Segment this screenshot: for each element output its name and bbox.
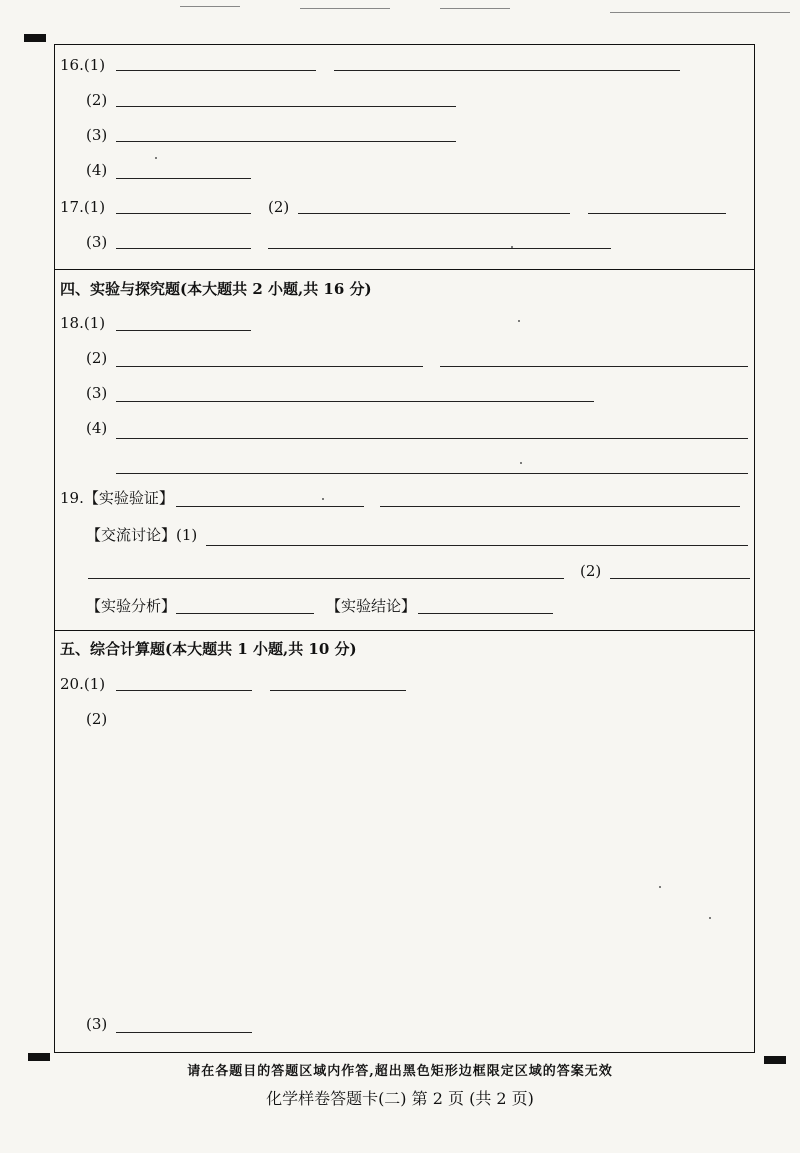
scan-artifact	[610, 12, 790, 13]
q19-conclusion-label: 【实验结论】	[326, 597, 417, 615]
q18-part2-label: (2)	[86, 349, 108, 367]
q19-verify-label: 19.【实验验证】	[60, 489, 174, 507]
q16-part3-label: (3)	[86, 126, 108, 144]
answer-line[interactable]	[116, 690, 252, 691]
q17-part3-label: (3)	[86, 233, 108, 251]
scan-speck	[322, 498, 324, 500]
q19-analysis-label: 【实验分析】	[86, 597, 177, 615]
q18-part4-label: (4)	[86, 419, 108, 437]
q19-discuss-part2-label: (2)	[580, 562, 602, 580]
answer-line[interactable]	[116, 141, 456, 142]
q18-part3-label: (3)	[86, 384, 108, 402]
answer-line[interactable]	[270, 690, 406, 691]
answer-line[interactable]	[116, 248, 251, 249]
answer-line[interactable]	[206, 545, 748, 546]
answer-line[interactable]	[116, 70, 316, 71]
q17-part1-label: 17.(1)	[60, 198, 106, 216]
q20-part3-label: (3)	[86, 1015, 108, 1033]
answer-line[interactable]	[116, 213, 251, 214]
q16-part4-label: (4)	[86, 161, 108, 179]
answer-line[interactable]	[176, 613, 314, 614]
answer-line[interactable]	[116, 178, 251, 179]
answer-line[interactable]	[588, 213, 726, 214]
answer-line[interactable]	[380, 506, 740, 507]
scan-speck	[709, 917, 711, 919]
answer-line[interactable]	[116, 401, 594, 402]
q20-part1-label: 20.(1)	[60, 675, 106, 693]
q16-part1-label: 16.(1)	[60, 56, 106, 74]
section-divider	[54, 269, 755, 270]
scan-artifact	[440, 8, 510, 9]
answer-line[interactable]	[116, 473, 748, 474]
answer-line[interactable]	[116, 438, 748, 439]
scan-speck	[155, 157, 157, 159]
answer-line[interactable]	[116, 106, 456, 107]
answer-line[interactable]	[610, 578, 750, 579]
q20-part2-label: (2)	[86, 710, 108, 728]
answer-line[interactable]	[268, 248, 611, 249]
answer-line[interactable]	[116, 1032, 252, 1033]
answer-line[interactable]	[418, 613, 553, 614]
answer-line[interactable]	[298, 213, 570, 214]
section-divider	[54, 630, 755, 631]
q20-part2-answer-area[interactable]	[86, 735, 746, 1005]
scan-artifact	[300, 8, 390, 9]
q17-part2-label: (2)	[268, 198, 290, 216]
answer-line[interactable]	[116, 330, 251, 331]
answer-line[interactable]	[334, 70, 680, 71]
section5-title: 五、综合计算题(本大题共 1 小题,共 10 分)	[60, 640, 357, 658]
scan-speck	[520, 462, 522, 464]
q18-part1-label: 18.(1)	[60, 314, 106, 332]
answer-line[interactable]	[116, 366, 423, 367]
answer-line[interactable]	[440, 366, 748, 367]
q16-part2-label: (2)	[86, 91, 108, 109]
answer-line[interactable]	[176, 506, 364, 507]
answer-line[interactable]	[88, 578, 564, 579]
footer-page-info: 化学样卷答题卡(二) 第 2 页 (共 2 页)	[266, 1089, 534, 1108]
scan-speck	[518, 320, 520, 322]
scan-artifact	[180, 6, 240, 7]
alignment-mark-top-left	[24, 34, 46, 42]
section4-title: 四、实验与探究题(本大题共 2 小题,共 16 分)	[60, 280, 372, 298]
footer-notice: 请在各题目的答题区域内作答,超出黑色矩形边框限定区域的答案无效	[187, 1064, 613, 1079]
q19-discuss-label: 【交流讨论】(1)	[86, 526, 198, 544]
scan-speck	[511, 246, 513, 248]
scan-speck	[659, 886, 661, 888]
